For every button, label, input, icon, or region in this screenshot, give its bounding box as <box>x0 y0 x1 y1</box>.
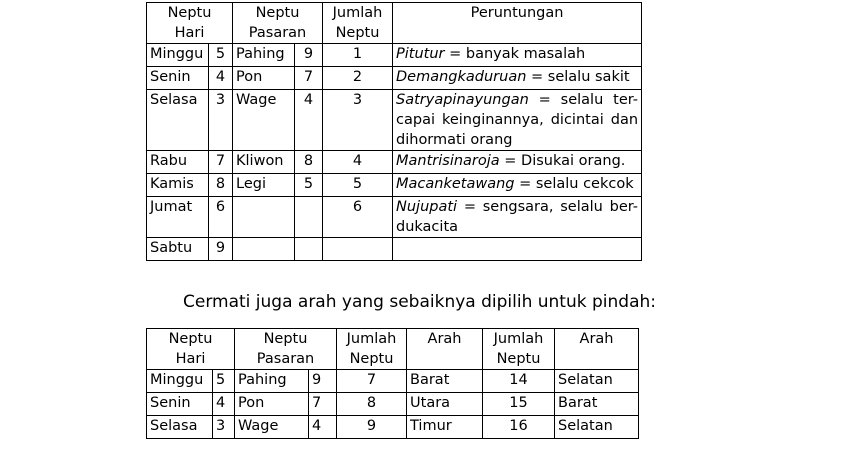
table-header-row <box>147 329 639 370</box>
table-row <box>147 370 639 393</box>
neptu-pasaran-cell: 8 <box>295 151 323 174</box>
arah-caption: Cermati juga arah yang sebaiknya dipilih untuk pindah: <box>183 292 656 312</box>
neptu-hari-cell: 3 <box>209 90 233 151</box>
jumlah-cell-2: 16 <box>483 416 555 439</box>
hari-cell: Selasa <box>147 90 209 151</box>
peruntungan-table <box>146 2 642 261</box>
neptu-pasaran-cell: 4 <box>295 90 323 151</box>
jumlah-cell: 7 <box>337 370 407 393</box>
neptu-pasaran-cell: 5 <box>295 174 323 197</box>
header-peruntungan: Peruntungan <box>393 3 642 44</box>
jumlah-cell-2: 14 <box>483 370 555 393</box>
jumlah-cell: 9 <box>337 416 407 439</box>
neptu-hari-cell: 4 <box>213 393 235 416</box>
table-row <box>147 151 642 174</box>
table-row <box>147 393 639 416</box>
pasaran-cell: Pahing <box>235 370 309 393</box>
peruntungan-cell: Demangkaduruan = selalu sakit <box>393 67 642 90</box>
neptu-pasaran-cell: 7 <box>295 67 323 90</box>
peruntungan-cell <box>393 238 642 261</box>
neptu-hari-cell: 7 <box>209 151 233 174</box>
jumlah-cell: 8 <box>337 393 407 416</box>
arah-cell-2: Selatan <box>555 416 639 439</box>
table-row <box>147 174 642 197</box>
header-neptu-hari: Neptu Hari <box>147 3 233 44</box>
header-neptu-pasaran: Neptu Pasaran <box>233 3 323 44</box>
neptu-hari-cell: 5 <box>209 44 233 67</box>
jumlah-cell: 4 <box>323 151 393 174</box>
neptu-pasaran-cell <box>295 238 323 261</box>
peruntungan-cell: Macanketawang = selalu cekcok <box>393 174 642 197</box>
header-arah: Arah <box>407 329 483 370</box>
hari-cell: Selasa <box>147 416 213 439</box>
header-arah-2: Arah <box>555 329 639 370</box>
arah-cell-2: Selatan <box>555 370 639 393</box>
header-jumlah-neptu: Jumlah Neptu <box>323 3 393 44</box>
jumlah-cell: 6 <box>323 197 393 238</box>
pasaran-cell: Pon <box>235 393 309 416</box>
header-jumlah-neptu-2: Jumlah Neptu <box>483 329 555 370</box>
header-jumlah-neptu: Jumlah Neptu <box>337 329 407 370</box>
pasaran-cell: Kliwon <box>233 151 295 174</box>
neptu-hari-cell: 9 <box>209 238 233 261</box>
neptu-hari-cell: 3 <box>213 416 235 439</box>
peruntungan-cell: Pitutur = banyak masalah <box>393 44 642 67</box>
hari-cell: Sabtu <box>147 238 209 261</box>
arah-cell: Barat <box>407 370 483 393</box>
jumlah-cell: 2 <box>323 67 393 90</box>
jumlah-cell-2: 15 <box>483 393 555 416</box>
neptu-pasaran-cell <box>295 197 323 238</box>
table-row <box>147 416 639 439</box>
hari-cell: Kamis <box>147 174 209 197</box>
table-row <box>147 44 642 67</box>
neptu-hari-cell: 6 <box>209 197 233 238</box>
neptu-hari-cell: 5 <box>213 370 235 393</box>
peruntungan-cell: Nujupati = sengsara, selalu ber-dukacita <box>393 197 642 238</box>
neptu-hari-cell: 8 <box>209 174 233 197</box>
jumlah-cell: 5 <box>323 174 393 197</box>
neptu-hari-cell: 4 <box>209 67 233 90</box>
arah-cell: Utara <box>407 393 483 416</box>
table-row <box>147 197 642 238</box>
peruntungan-cell: Mantrisinaroja = Disukai orang. <box>393 151 642 174</box>
jumlah-cell <box>323 238 393 261</box>
neptu-pasaran-cell: 7 <box>309 393 337 416</box>
jumlah-cell: 1 <box>323 44 393 67</box>
neptu-pasaran-cell: 9 <box>309 370 337 393</box>
arah-cell-2: Barat <box>555 393 639 416</box>
pasaran-cell: Wage <box>235 416 309 439</box>
arah-table <box>146 328 639 439</box>
pasaran-cell: Wage <box>233 90 295 151</box>
hari-cell: Jumat <box>147 197 209 238</box>
peruntungan-cell: Satryapinayungan = selalu ter-capai keinginannya, dicintai dan dihormati orang <box>393 90 642 151</box>
arah-cell: Timur <box>407 416 483 439</box>
header-neptu-pasaran: Neptu Pasaran <box>235 329 337 370</box>
pasaran-cell: Legi <box>233 174 295 197</box>
table-row <box>147 67 642 90</box>
pasaran-cell: Pon <box>233 67 295 90</box>
pasaran-cell <box>233 197 295 238</box>
neptu-pasaran-cell: 4 <box>309 416 337 439</box>
pasaran-cell <box>233 238 295 261</box>
header-neptu-hari: Neptu Hari <box>147 329 235 370</box>
hari-cell: Minggu <box>147 44 209 67</box>
hari-cell: Senin <box>147 393 213 416</box>
hari-cell: Rabu <box>147 151 209 174</box>
jumlah-cell: 3 <box>323 90 393 151</box>
hari-cell: Senin <box>147 67 209 90</box>
table-header-row <box>147 3 642 44</box>
hari-cell: Minggu <box>147 370 213 393</box>
neptu-pasaran-cell: 9 <box>295 44 323 67</box>
table-row <box>147 238 642 261</box>
table-row <box>147 90 642 151</box>
pasaran-cell: Pahing <box>233 44 295 67</box>
